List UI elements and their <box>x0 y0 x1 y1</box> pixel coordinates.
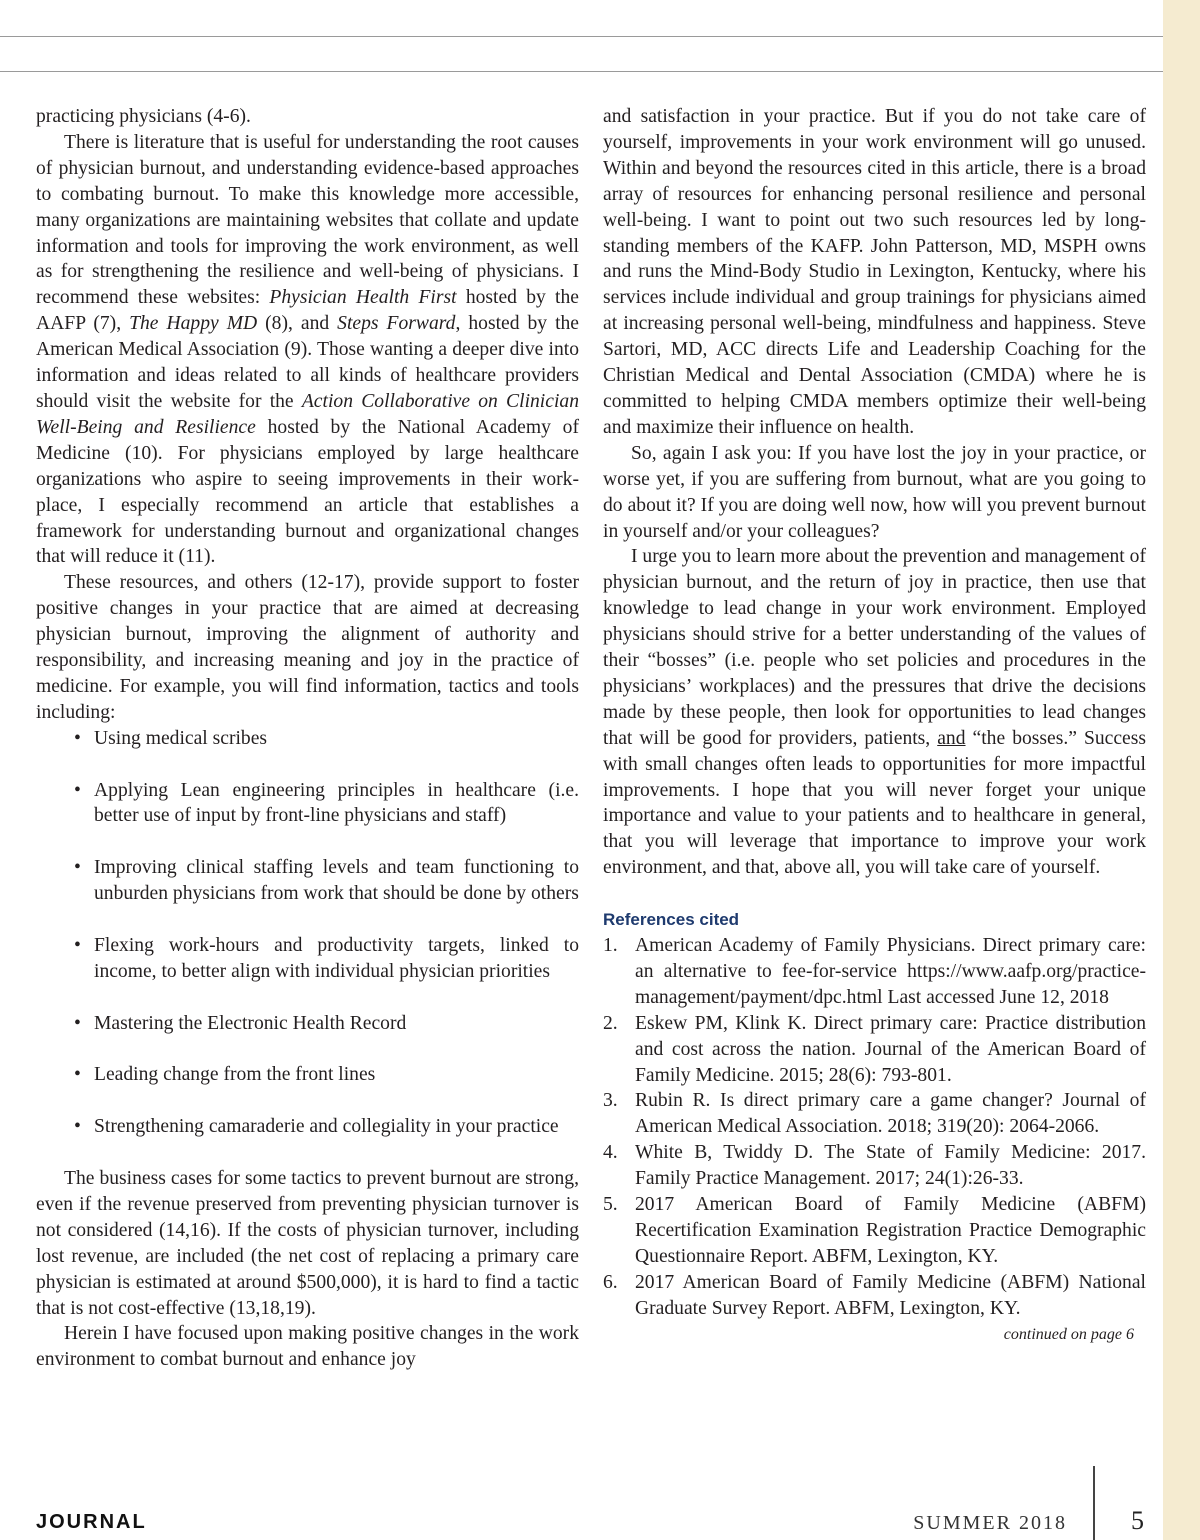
paragraph: Herein I have focused upon making positive changes in the work environment to combat burnout and enhance joy <box>36 1323 579 1371</box>
footer-divider <box>1093 1466 1095 1540</box>
reference-number: 6. <box>603 1271 618 1293</box>
reference-number: 5. <box>603 1194 618 1216</box>
website-title: Steps Forward <box>337 313 456 335</box>
header-rule-top <box>0 36 1163 37</box>
reference-text: 2017 American Board of Family Medicine (ABFM) Recertification Examination Registration Practice Demographic Questionnaire Report. ABFM, Lexington, KY. <box>635 1194 1146 1267</box>
references-heading: References cited <box>603 910 740 930</box>
left-column <box>36 104 579 1373</box>
tactics-list <box>36 726 579 1140</box>
list-item: • Using medical scribes <box>74 726 579 752</box>
paragraph: So, again I ask you: If you have lost the joy in your practice, or worse yet, if you are suffering from burnout, what are you going to do about it? If you are doing well now, how will you prevent burnout in yourself and/or your colleagues? <box>603 442 1146 542</box>
right-column <box>603 104 1146 1346</box>
list-item: • Flexing work-hours and productivity targets, linked to income, to better align with individual physician priorities <box>74 933 579 985</box>
website-title: Physician Health First <box>269 287 457 309</box>
reference-number: 4. <box>603 1142 618 1164</box>
reference-text: 2017 American Board of Family Medicine (ABFM) National Graduate Survey Report. ABFM, Lexington, KY. <box>635 1271 1146 1319</box>
reference-item <box>603 1011 1146 1089</box>
reference-text: Eskew PM, Klink K. Direct primary care: Practice distribution and cost across the nation. Journal of the American Board of Family Medicine. 2015; 28(6): 793-801. <box>635 1012 1146 1086</box>
journal-name: JOURNAL <box>36 1511 147 1533</box>
page-edge-strip <box>1163 0 1200 1540</box>
paragraph-resources: There is literature that is useful for understanding the root causes of physician burnout, and understanding evidence-based approaches to combating burnout. To make this knowledge more accessible, many organizations are maintaining websites that collate and update information and tools for improving the work environment, as well as for strengthening the resilience and well-being of physicians. I recommend these websites: Physician Health First hosted by the AAFP (7), The Happy MD (8), and Steps Forward, hosted by the American Medical Association (9). Those wanting a deeper dive into information and ideas related to all kinds of healthcare providers should visit the website for the Action Collaborative on Clinician Well-Being and Resilience hosted by the National Academy of Medicine (10). For physicians employed by large healthcare organizations who aspire to seeing improvements in their work-place, I especially recommend an article that establishes a framework for understanding burnout and organizational changes that will reduce it (11). <box>36 131 580 568</box>
paragraph: These resources, and others (12-17), provide support to foster positive changes in your practice that are aimed at decreasing physician burnout, improving the alignment of authority and responsibility, and increasing meaning and joy in the practice of medicine. For example, you will find information, tactics and tools including: <box>36 572 579 723</box>
website-title: The Happy MD <box>129 313 258 335</box>
reference-number: 1. <box>603 934 618 956</box>
reference-text: American Academy of Family Physicians. Direct primary care: an alternative to fee-for-service https://www.aafp.org/practice-management/payment/dpc.html Last accessed June 12, 2018 <box>635 934 1146 1008</box>
header-rule-bottom <box>0 71 1163 72</box>
list-item: • Improving clinical staffing levels and team functioning to unburden physicians from work that should be done by others <box>74 855 579 907</box>
paragraph-urge: I urge you to learn more about the prevention and management of physician burnout, and the return of joy in practice, then use that knowledge to lead change in your work environment. Employed physicians should strive for a better understanding of the values of their “bosses” (i.e. people who set policies and procedures in the physicians’ workplaces) and the pressures that drive the decisions made by these people, then look for opportunities to lead changes that will be good for providers, patients, and “the bosses.” Success with small changes often leads to opportunities for more impactful improvements. I hope that you will never forget your unique importance and value to your patients and to healthcare in general, that you will leverage that importance to improve your work environment, and that, above all, you will take care of yourself. <box>603 546 1146 879</box>
reference-item <box>603 933 1146 1011</box>
page-number: 5 <box>1131 1506 1144 1535</box>
website-title: Action Collaborative on Clinician Well-Being and Resilience <box>36 390 579 438</box>
reference-text: White B, Twiddy D. The State of Family Medicine: 2017. Family Practice Management. 2017; 24(1):26-33. <box>635 1142 1146 1190</box>
list-item: • Leading change from the front lines <box>74 1062 579 1088</box>
reference-item <box>603 1192 1146 1270</box>
reference-item <box>603 1088 1146 1140</box>
list-item: • Applying Lean engineering principles in healthcare (i.e. better use of input by front-line physicians and staff) <box>74 778 579 830</box>
issue-label: SUMMER 2018 <box>913 1512 1067 1534</box>
paragraph: and satisfaction in your practice. But if you do not take care of yourself, improvements in your work environment will go unused. Within and beyond the resources cited in this article, there is a broad array of resources for enhancing personal resilience and personal well-being. I want to point out two such resources led by long-standing members of the KAFP. John Patterson, MD, MSPH owns and runs the Mind-Body Studio in Lexington, Kentucky, where his services include individual and group trainings for physicians aimed at increasing personal well-being, mindfulness and happiness. Steve Sartori, MD, ACC directs Life and Leadership Coaching for the Christian Medical and Dental Association (CMDA) where he is committed to helping CMDA members optimize their well-being and maximize their influence on health. <box>603 106 1146 438</box>
reference-number: 3. <box>603 1090 618 1112</box>
list-item: • Strengthening camaraderie and collegiality in your practice <box>74 1114 579 1140</box>
list-item: • Mastering the Electronic Health Record <box>74 1011 579 1037</box>
continued-note: continued on page 6 <box>1003 1325 1134 1343</box>
reference-number: 2. <box>603 1012 618 1034</box>
references-list <box>603 933 1146 1322</box>
underlined-word: and <box>937 727 966 749</box>
paragraph: The business cases for some tactics to prevent burnout are strong, even if the revenue preserved from preventing physician turnover is not considered (14,16). If the costs of physician turnover, including lost revenue, are included (the net cost of replacing a primary care physician is estimated at around $500,000), it is hard to find a tactic that is not cost-effective (13,18,19). <box>36 1168 579 1319</box>
reference-item <box>603 1140 1146 1192</box>
paragraph: practicing physicians (4-6). <box>36 106 251 127</box>
reference-text: Rubin R. Is direct primary care a game changer? Journal of American Medical Association. 2018; 319(20): 2064-2066. <box>635 1090 1146 1138</box>
reference-item <box>603 1270 1146 1322</box>
